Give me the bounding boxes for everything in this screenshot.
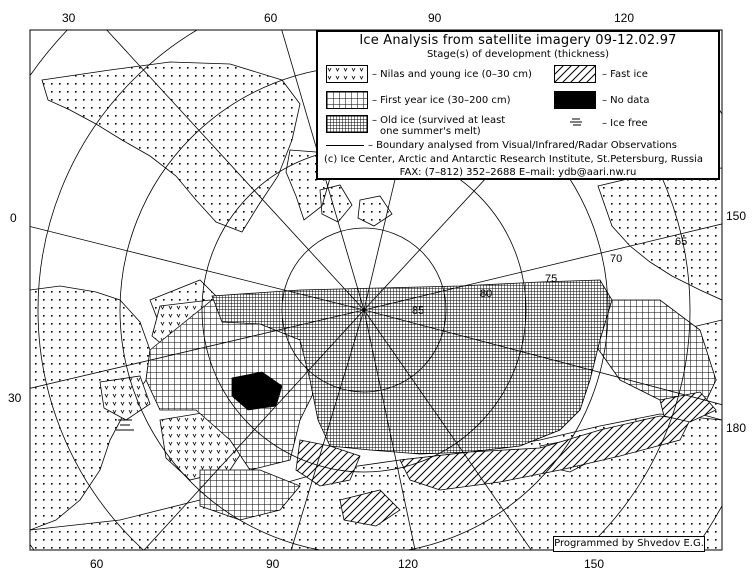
swatch-no-data [554, 91, 596, 109]
bottom-label-60: 60 [90, 557, 104, 571]
right-label-180: 180 [726, 421, 747, 435]
top-label-60: 60 [264, 11, 278, 25]
parallel-label-85: 85 [412, 305, 425, 317]
right-label-150: 150 [726, 209, 747, 223]
bottom-longitude-labels [90, 557, 604, 571]
legend-label-old-ice-line2: one summer's melt) [380, 126, 481, 137]
right-latitude-labels [726, 209, 746, 435]
top-label-30: 30 [62, 11, 76, 25]
ice-free-icon [568, 115, 586, 129]
bottom-label-90: 90 [266, 557, 280, 571]
swatch-first-year [326, 91, 368, 109]
swatch-nilas [326, 65, 368, 83]
left-label-30: 30 [8, 391, 22, 405]
top-longitude-labels [62, 11, 634, 25]
legend-label-nilas: – Nilas and young ice (0–30 cm) [372, 69, 532, 80]
parallel-label-75: 75 [545, 273, 558, 285]
legend-label-old-ice-line1: – Old ice (survived at least [372, 115, 506, 126]
left-latitude-labels [8, 211, 22, 405]
left-label-0: 0 [10, 211, 17, 225]
boundary-line-icon [326, 145, 364, 146]
swatch-fast-ice [554, 65, 596, 83]
legend-label-fast-ice: – Fast ice [602, 69, 648, 80]
parallel-label-65: 65 [675, 236, 688, 248]
swatch-ice-free [568, 115, 586, 129]
programmer-credit: Programmed by Shvedov E.G. [553, 536, 705, 552]
swatch-old-ice [326, 115, 368, 133]
bottom-label-120: 120 [398, 557, 419, 571]
parallel-label-70: 70 [610, 253, 623, 265]
parallel-label-80: 80 [480, 288, 493, 300]
legend-label-no-data: – No data [602, 95, 650, 106]
legend-subtitle: Stage(s) of development (thickness) [426, 49, 610, 60]
top-label-120: 120 [614, 11, 635, 25]
bottom-label-150: 150 [584, 557, 605, 571]
legend-title: Ice Analysis from satellite imagery 09-12.02.97 [359, 33, 677, 48]
legend-copyright: (c) Ice Center, Arctic and Antarctic Research Institute, St.Petersburg, Russia [324, 154, 703, 165]
legend-box [316, 30, 720, 180]
top-label-90: 90 [428, 11, 442, 25]
legend-label-ice-free: – Ice free [602, 118, 648, 129]
legend-label-first-year: – First year ice (30–200 cm) [372, 95, 511, 106]
legend-contact: FAX: (7–812) 352–2688 E–mail: ydb@aari.nw.ru [399, 167, 637, 178]
legend-boundary-label: – Boundary analysed from Visual/Infrared/Radar Observations [368, 140, 677, 151]
legend-boundary [326, 140, 677, 151]
